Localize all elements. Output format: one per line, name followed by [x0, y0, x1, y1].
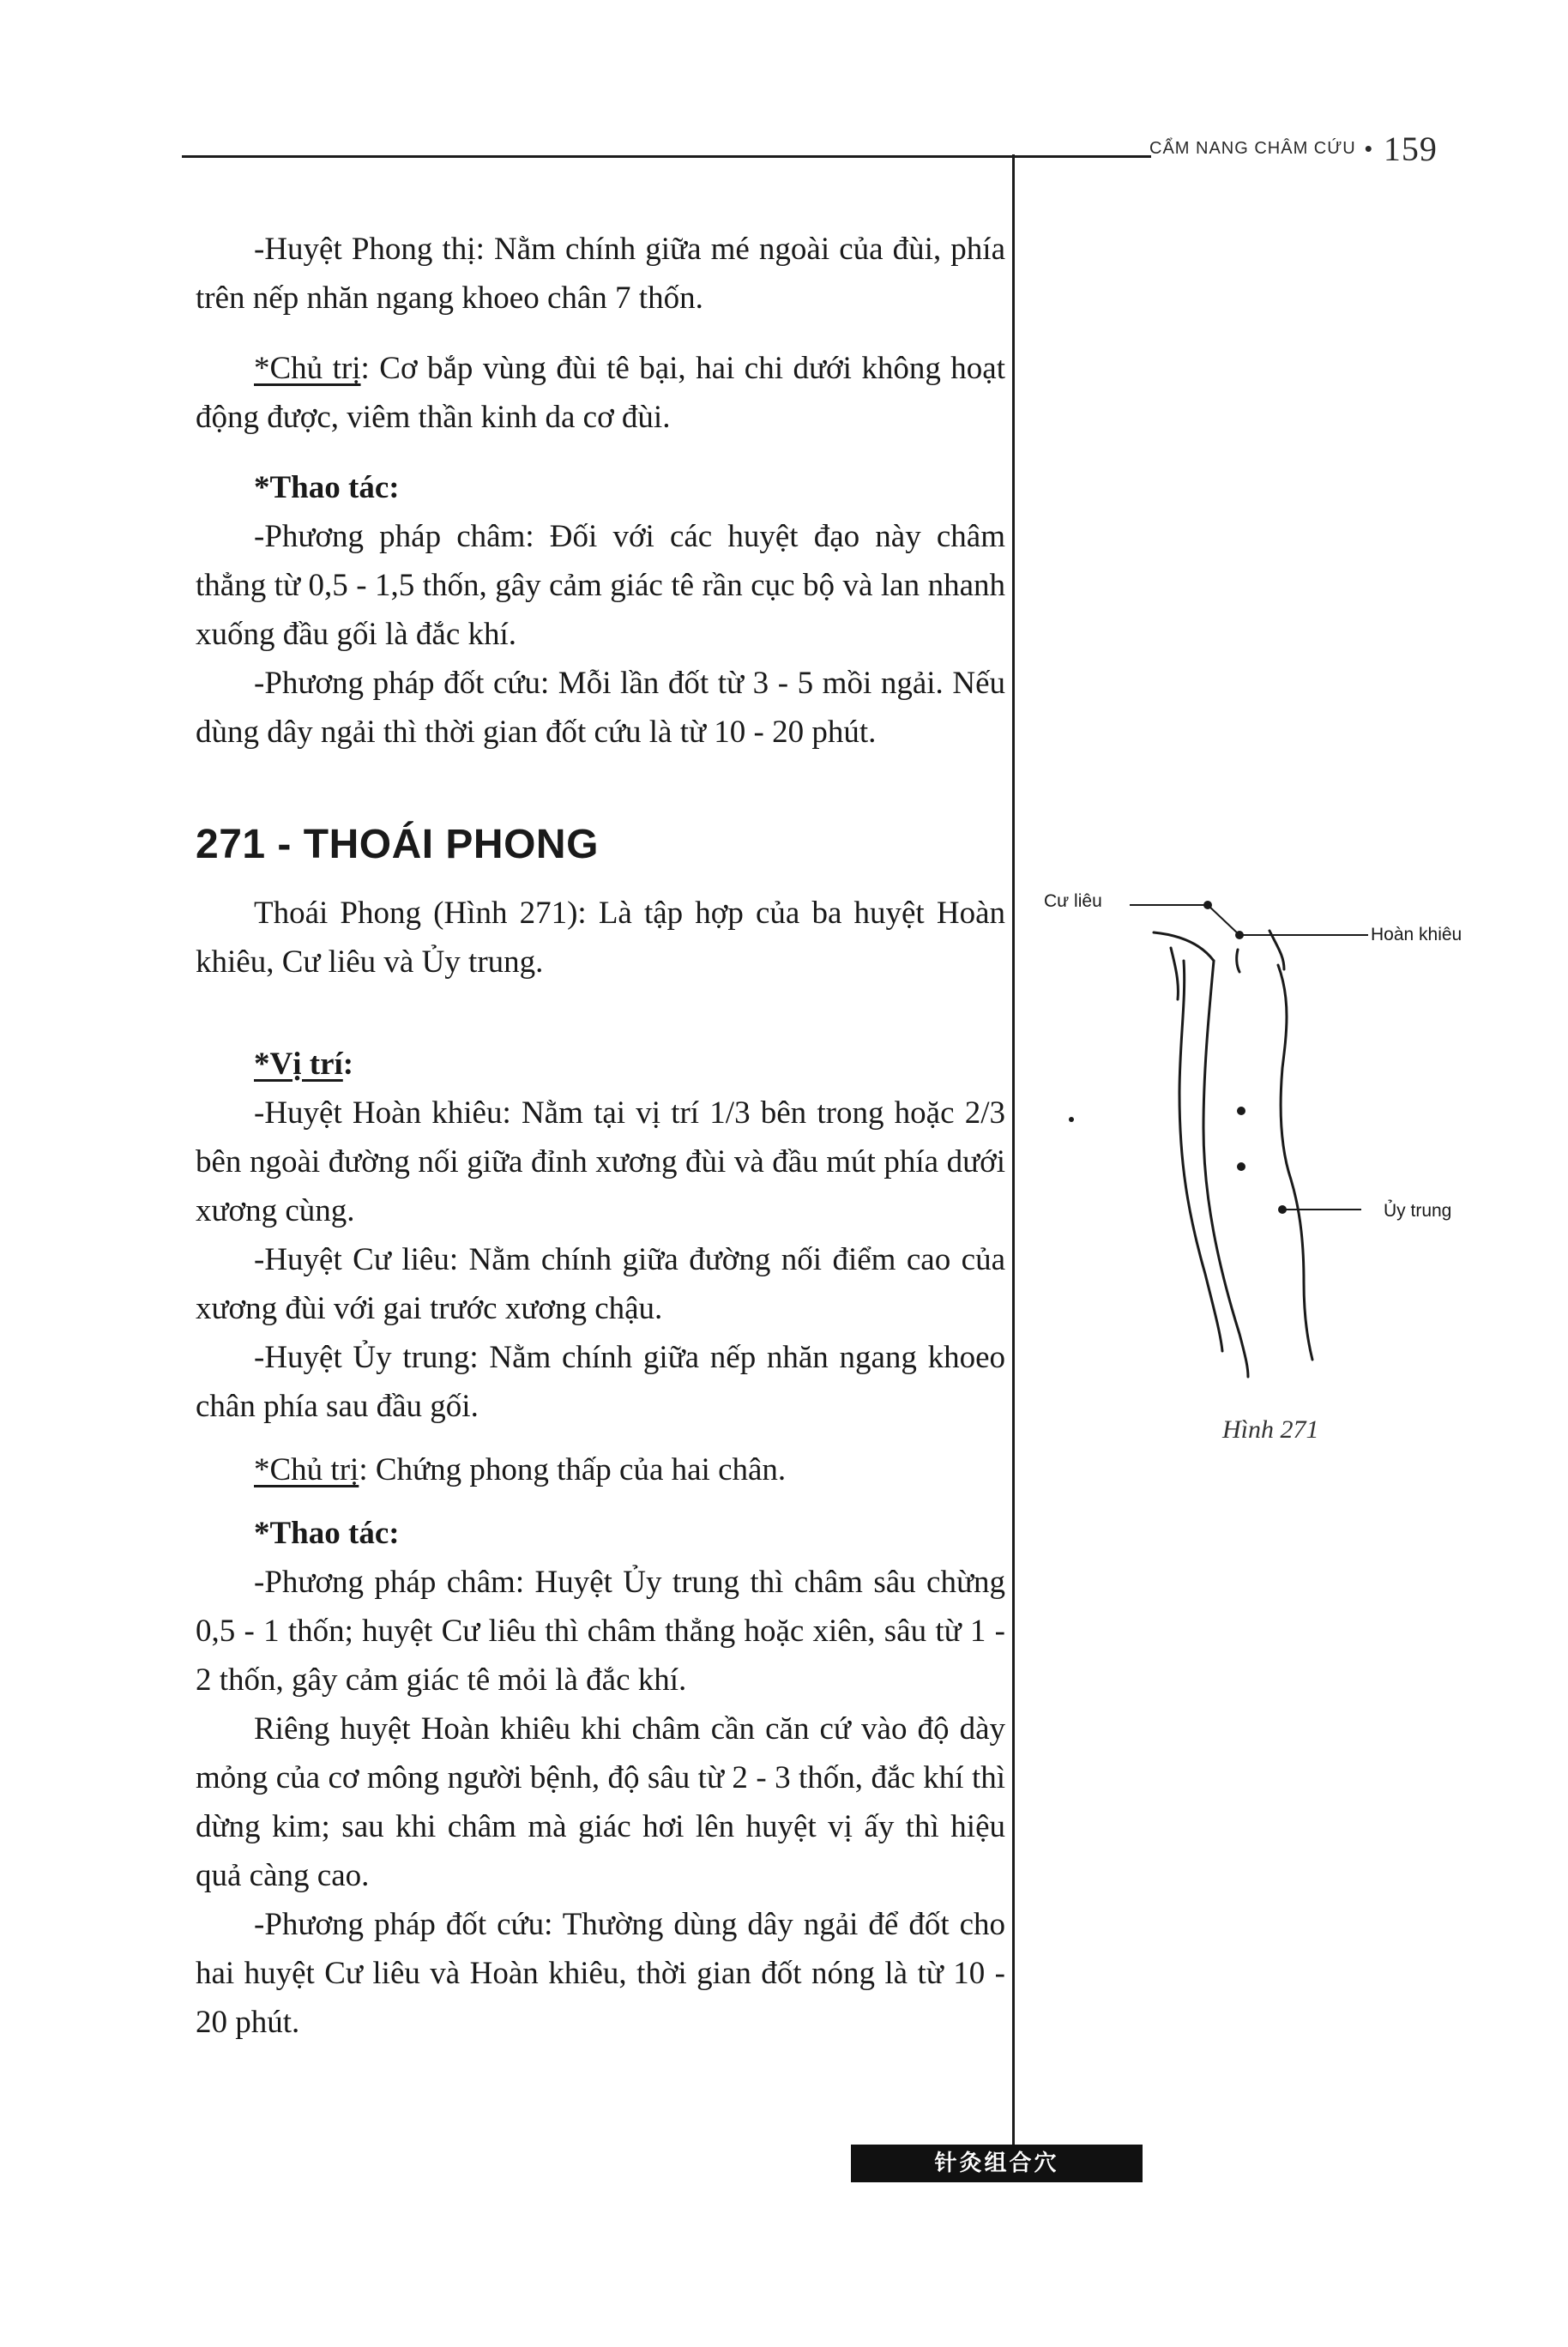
text-column: [196, 225, 1005, 2047]
paragraph-cu-lieu: -Huyệt Cư liêu: Nằm chính giữa đường nối điểm cao của xương đùi với gai trước xương chậu.: [196, 1242, 1005, 1326]
section-procedure-heading: [196, 1509, 1005, 1558]
cu-lieu-pointer: [1208, 905, 1239, 935]
paragraph-section-moxa: -Phương pháp đốt cứu: Thường dùng dây ngải để đốt cho hai huyệt Cư liêu và Hoàn khiêu, thời gian đốt nóng là từ 10 - 20 phút.: [196, 1907, 1005, 2040]
buttock-contour: [1269, 931, 1284, 969]
section-indication-text: : Chứng phong thấp của hai chân.: [359, 1452, 787, 1487]
hip-notch: [1237, 950, 1239, 972]
figure-caption: Hình 271: [1222, 1415, 1319, 1444]
paragraph-section-intro: Thoái Phong (Hình 271): Là tập hợp của ba huyệt Hoàn khiêu, Cư liêu và Ủy trung.: [196, 896, 1005, 980]
paragraph-section-special: Riêng huyệt Hoàn khiêu khi châm cần căn cứ vào độ dày mỏng của cơ mông người bệnh, độ sâu từ 2 - 3 thốn, đắc khí thì dừng kim; sau khi châm mà giác hơi lên huyệt vị ấy thì hiệu quả càng cao.: [196, 1711, 1005, 1893]
label-uy-trung: Ủy trung: [1384, 1201, 1452, 1221]
stray-dot: [1069, 1117, 1074, 1122]
hoan-khieu-point: [1235, 931, 1244, 939]
left-upper-contour: [1171, 948, 1178, 999]
leg-illustration: [1034, 871, 1548, 1488]
paragraph-moxa-method: -Phương pháp đốt cứu: Mỗi lần đốt từ 3 - 5 mồi ngải. Nếu dùng dây ngải thì thời gian đốt cứu là từ 10 - 20 phút.: [196, 666, 1005, 750]
section-title: 271 - THOÁI PHONG: [196, 822, 599, 867]
paragraph-phong-thi: -Huyệt Phong thị: Nằm chính giữa mé ngoài của đùi, phía trên nếp nhăn ngang khoeo chân 7 thốn.: [196, 232, 1005, 316]
running-head: [1149, 129, 1510, 166]
location-label: *Vị trí: [254, 1047, 343, 1082]
header-bullet: •: [1364, 136, 1373, 161]
running-title: CẨM NANG CHÂM CỨU: [1149, 139, 1356, 158]
figure-thoai-phong: [1034, 871, 1548, 1488]
label-cu-lieu: Cư liêu: [1044, 891, 1102, 911]
paragraph-section-indication: [196, 1445, 1005, 1494]
hip-contour: [1154, 932, 1214, 961]
uy-trung-point: [1278, 1205, 1287, 1214]
indication-text: : Cơ bắp vùng đùi tê bại, hai chi dưới không hoạt động được, viêm thần kinh da cơ đùi.: [196, 351, 1006, 435]
mid-thigh-point: [1237, 1107, 1245, 1115]
procedure-heading: [196, 463, 1005, 512]
paragraph-needle-method: -Phương pháp châm: Đối với các huyệt đạo này châm thẳng từ 0,5 - 1,5 thốn, gây cảm giác tê rần cục bộ và lan nhanh xuống đầu gối là đắc khí.: [196, 519, 1005, 652]
front-thigh-contour: [1179, 961, 1222, 1351]
indication-label: *Chủ trị: [254, 351, 361, 386]
location-heading: [196, 1040, 1005, 1089]
column-divider: [1012, 154, 1015, 2166]
paragraph-section-needle: -Phương pháp châm: Huyệt Ủy trung thì châm sâu chừng 0,5 - 1 thốn; huyệt Cư liêu thì châm thẳng hoặc xiên, sâu từ 1 - 2 thốn, gây cảm giác tê mỏi là đắc khí.: [196, 1565, 1005, 1698]
cu-lieu-point: [1203, 901, 1212, 909]
page-number: 159: [1383, 130, 1438, 168]
location-colon: :: [342, 1047, 354, 1082]
procedure-label: *Thao tác:: [254, 470, 400, 505]
section-procedure-label: *Thao tác:: [254, 1516, 400, 1551]
back-leg-contour: [1278, 965, 1312, 1360]
section-indication-label: *Chủ trị: [254, 1452, 359, 1487]
label-hoan-khieu: Hoàn khiêu: [1371, 925, 1462, 944]
knee-point: [1237, 1162, 1245, 1171]
paragraph-hoan-khieu: -Huyệt Hoàn khiêu: Nằm tại vị trí 1/3 bên trong hoặc 2/3 bên ngoài đường nối giữa đỉnh xương đùi và đầu mút phía dưới xương cùng.: [196, 1095, 1005, 1228]
paragraph-uy-trung: -Huyệt Ủy trung: Nằm chính giữa nếp nhăn ngang khoeo chân phía sau đầu gối.: [196, 1340, 1005, 1424]
header-rule: [182, 155, 1151, 158]
footer-badge: 针灸组合穴: [851, 2145, 1143, 2182]
paragraph-indication: [196, 344, 1005, 442]
